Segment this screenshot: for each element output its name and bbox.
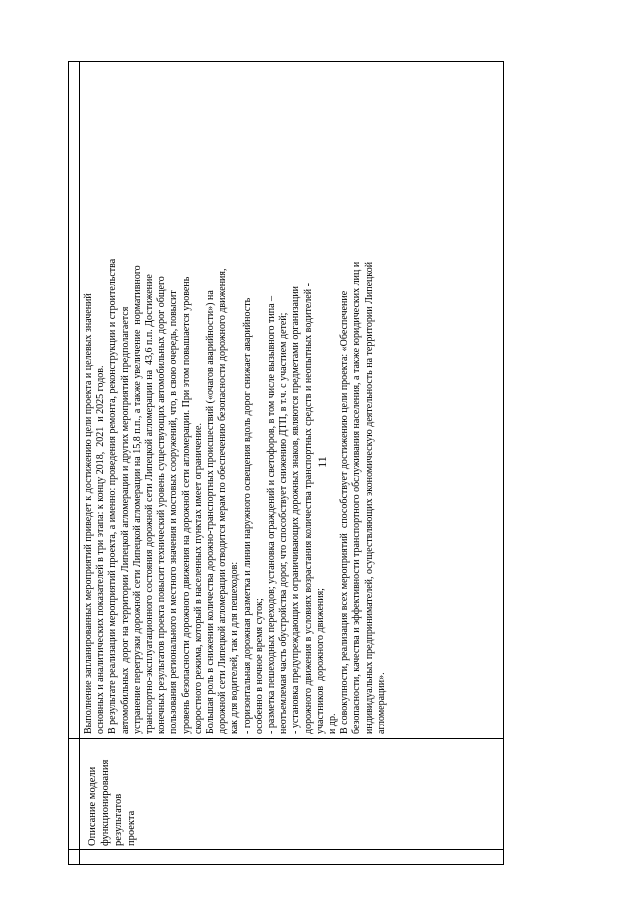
row-label-line: функционирования: [100, 759, 111, 846]
content-line: уровень безопасности дорожного движения на дорожной сети агломерации. При этом повышается уровень: [180, 276, 192, 734]
content-line: и др.: [327, 713, 339, 734]
content-line: В совокупности, реализация всех мероприятий способствует достижению цели проекта: «Обеспечение: [339, 290, 351, 734]
row-label: [80, 739, 138, 849]
row-label-line: проекта: [126, 810, 137, 846]
content-line: неотъемлемая часть обустройства дорог, что способствует снижению ДТП, в т.ч. с участием детей;: [278, 312, 290, 734]
project-table: [68, 61, 504, 865]
content-line: конечных результатов проекта повысит технический уровень существующих автомобильных дорог общего: [156, 276, 168, 734]
content-line: особенно в ночное время суток;: [253, 598, 265, 734]
content-line: - установка предупреждающих и ограничивающих дорожных знаков, являются предметами организации: [290, 285, 302, 734]
content-line: Большая роль в снижении количества дорожно-транспортных происшествий («очагов аварийности») на: [205, 290, 217, 734]
content-line: безопасности, качества и эффективности транспортного обслуживания населения, а также юридических лиц и: [351, 261, 363, 734]
content-line: индивидуальных предпринимателей, осуществляющих экономическую деятельность на территории Липецкой: [363, 261, 375, 734]
content-line: участников дорожного движения;: [314, 588, 326, 734]
content-line: В результате реализации мероприятий проекта, а именно: проведения ремонта, реконструкции и строительства: [107, 258, 119, 734]
table-cell: [69, 62, 80, 739]
content-line: агломерации».: [375, 672, 387, 734]
content-line: транспортно-эксплуатационного состояния дорожной сети Липецкой агломерации на 43,6 п.п. Достижение: [144, 274, 156, 734]
table-cell: [69, 739, 80, 850]
rotated-page-content: [68, 65, 504, 865]
content-line: дорожной сети Липецкой агломерации отводится мерам по обеспечению безопасности дорожного движения,: [217, 268, 229, 734]
content-line: - разметка пешеходных переходов; установка ограждений и светофоров, в том числе вызывного типа –: [266, 295, 278, 734]
row-label-line: Описание модели: [87, 766, 98, 846]
row-label-line: результатов: [113, 793, 124, 846]
content-line: пользования регионального и местного значения и мостовых сооружений, что, в свою очередь, повысит: [168, 290, 180, 734]
content-line: как для водителей, так и для пешеходов:: [229, 561, 241, 734]
content-line: устранение перегрузки дорожной сети Липецкой агломерации на 15,8 п.п., а также увеличение нормативного: [131, 265, 143, 734]
content-line: дорожного движения в условиях возрастания количества транспортных средств и неопытных водителей -: [302, 283, 314, 734]
table-row: [69, 62, 80, 865]
row-content-cell: [80, 62, 504, 739]
row-label-cell: [80, 739, 504, 850]
table-cell: [69, 850, 80, 865]
content-line: основных и аналитических показателей в три этапа: к концу 2018, 2021 и 2025 годов.: [95, 365, 107, 734]
content-line: автомобильных дорог на территории Липецкой агломерации и других мероприятий предполагается: [119, 306, 131, 734]
page-number: 11: [315, 456, 329, 468]
content-line: скоростного режима, который в населенных пунктах имеет ограничение.: [192, 423, 204, 734]
row-content: [80, 62, 391, 738]
row-number-cell: [80, 850, 504, 865]
content-line: - горизонтальная дорожная разметка и линии наружного освещения вдоль дорог снижает аварийность: [241, 297, 253, 734]
table-row: [80, 62, 504, 865]
content-line: Выполнение запланированных мероприятий приведет к достижению цели проекта и целевых значений: [83, 293, 94, 734]
